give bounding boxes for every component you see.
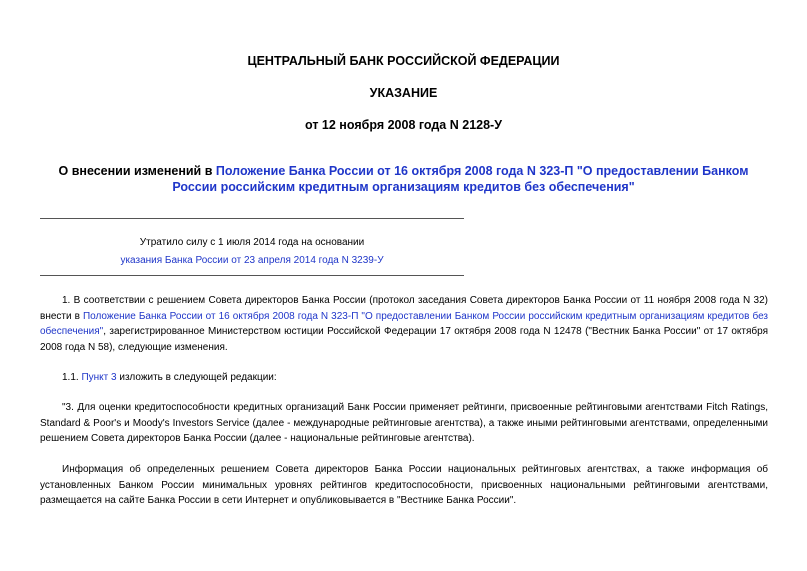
paragraph-1-regulation-link[interactable]: Положение Банка России от 16 октября 2008 года N 323-П "О предоставлении Банком России российским кредитным организациям кредитов без обеспечения" xyxy=(40,310,769,337)
document-title xyxy=(40,163,767,195)
clause-3-link[interactable]: Пункт 3 xyxy=(81,372,117,383)
title-prefix: О внесении изменений в xyxy=(58,164,216,178)
divider-top xyxy=(40,218,464,219)
paragraph-1-text-a: 1. В соответствии с решением Совета директоров Банка России (протокол заседания Совета директоров Банка России от 11 ноября 2008 года N 32) внести в xyxy=(40,295,768,322)
title-regulation-link[interactable]: Положение Банка России от 16 октября 2008 года N 323-П "О предоставлении Банком России российским кредитным организациям кредитов без обеспечения" xyxy=(172,164,749,194)
paragraph-1-1-text-b: изложить в следующей редакции: xyxy=(116,372,277,383)
expiry-notice xyxy=(40,234,464,270)
paragraph-1-1-text-a: 1.1. xyxy=(62,372,82,383)
expiry-notice-text: Утратило силу с 1 июля 2014 года на основании xyxy=(139,237,365,248)
paragraph-1-1 xyxy=(40,370,768,386)
paragraph-1-text-b: , зарегистрированное Министерством юстиции Российской Федерации 17 октября 2008 года N 12478 ("Вестник Банка России" от 17 октября 2008 года N 58), следующие изменения. xyxy=(40,326,768,353)
expiry-notice-link[interactable]: указания Банка России от 23 апреля 2014 года N 3239-У xyxy=(120,255,384,266)
document-type: УКАЗАНИЕ xyxy=(369,86,438,100)
issuer-heading: ЦЕНТРАЛЬНЫЙ БАНК РОССИЙСКОЙ ФЕДЕРАЦИИ xyxy=(247,54,560,68)
divider-bottom xyxy=(40,275,464,276)
document-date: от 12 ноября 2008 года N 2128-У xyxy=(305,118,502,132)
paragraph-rating-info: Информация об определенных решением Совета директоров Банка России национальных рейтинговых агентствах, а также информация об установленных Банком России минимальных уровнях рейтингов кредитоспособности, присвоенных национальными рейтинговыми агентствами, размещается на сайте Банка России в сети Интернет и опубликовывается в "Вестнике Банка России". xyxy=(40,464,768,506)
paragraph-clause-3: "3. Для оценки кредитоспособности кредитных организаций Банк России применяет рейтинги, присвоенные рейтинговыми агентствами Fitch Ratings, Standard & Poor's и Moody's Investors Service (далее - международные рейтинговые агентства), а также иными рейтинговыми агентствами, определенными решением Совета директоров Банка России (далее - национальные рейтинговые агентства). xyxy=(40,402,768,444)
paragraph-1 xyxy=(40,293,768,355)
